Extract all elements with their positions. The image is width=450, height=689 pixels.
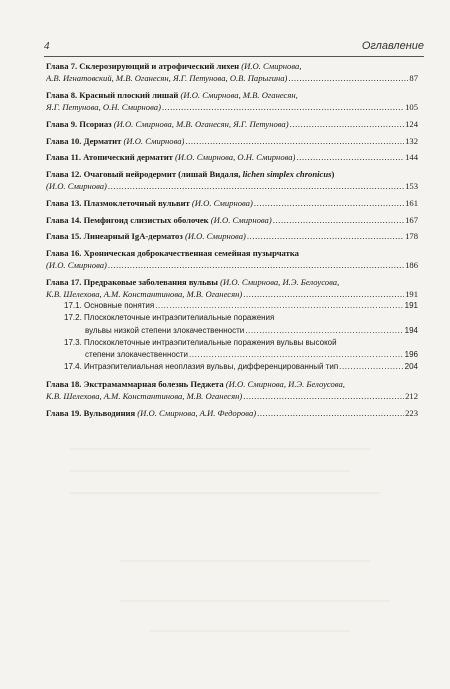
leader-dots: [185, 135, 404, 147]
chapter-number: Глава 10.: [46, 135, 82, 146]
leader-dots: [108, 180, 404, 192]
chapter-title: Линеарный IgA-дерматоз: [81, 231, 183, 242]
toc-entry-chapter-18[interactable]: [46, 378, 418, 402]
chapter-number: Глава 16.: [46, 247, 82, 258]
page-ref: 178: [405, 231, 418, 242]
toc-entry-chapter-13[interactable]: [46, 197, 418, 209]
page-ref: 191: [405, 289, 418, 300]
show-through-line: [120, 600, 390, 602]
running-title: Оглавление: [361, 40, 424, 52]
chapter-authors: К.В. Шелехова, А.М. Константинова, М.В. Оганесян): [46, 391, 243, 402]
chapter-number: Глава 15.: [46, 231, 82, 242]
chapter-number: Глава 14.: [46, 214, 82, 225]
chapter-title: Псориаз: [77, 118, 112, 129]
page-ref: 194: [404, 325, 418, 335]
chapter-title: Предраковые заболевания вульвы: [81, 276, 218, 287]
chapter-authors: К.В. Шелехова, А.М. Константинова, М.В. Оганесян): [46, 289, 243, 300]
subsection-title-cont: вульвы низкой степени злокачественности: [85, 325, 245, 335]
chapter-authors: (И.О. Смирнова,: [239, 61, 302, 71]
chapter-title: Плазмоклеточный вульвит: [81, 197, 190, 208]
chapter-title: Пемфигоид слизистых оболочек: [81, 214, 209, 225]
chapter-title: Дерматит: [81, 135, 122, 146]
leader-dots: [288, 72, 408, 84]
toc-subsection[interactable]: [64, 300, 418, 312]
leader-dots: [245, 325, 403, 337]
chapter-authors: (И.О. Смирнова, А.И. Федорова): [135, 407, 257, 418]
leader-dots: [155, 300, 403, 312]
toc-subsection[interactable]: [64, 337, 418, 361]
chapter-title: Красный плоский лишай: [77, 89, 179, 100]
leader-dots: [189, 349, 404, 361]
chapter-authors: Я.Г. Петунова, О.Н. Смирнова): [46, 102, 161, 113]
page-ref: 223: [405, 407, 418, 418]
page-ref: 161: [405, 197, 418, 208]
chapter-number: Глава 19.: [46, 407, 82, 418]
subsection-list: [46, 300, 418, 373]
leader-dots: [273, 214, 404, 226]
subsection-title: 17.3. Плоскоклеточные интраэпителиальные поражения вульвы высокой: [64, 337, 337, 347]
page-ref: 124: [405, 118, 418, 129]
chapter-number: Глава 17.: [46, 276, 82, 287]
toc-entry-chapter-7[interactable]: [46, 60, 418, 84]
show-through-line: [70, 492, 380, 494]
show-through-line: [70, 470, 350, 472]
show-through-line: [150, 630, 350, 632]
toc-subsection[interactable]: [64, 312, 418, 336]
chapter-number: Глава 18.: [46, 378, 82, 389]
page-ref: 191: [404, 301, 418, 311]
toc-entry-chapter-14[interactable]: [46, 214, 418, 226]
leader-dots: [243, 390, 404, 402]
toc-entry-chapter-19[interactable]: [46, 407, 418, 419]
chapter-title: Хроническая доброкачественная семейная пузырчатка: [81, 247, 299, 258]
page-header: [44, 40, 424, 54]
table-of-contents: [46, 60, 418, 424]
chapter-number: Глава 7.: [46, 61, 78, 71]
chapter-authors: (И.О. Смирнова, И.Э. Белоусова,: [223, 378, 345, 389]
leader-dots: [243, 288, 404, 300]
page-ref: 196: [404, 350, 418, 360]
chapter-authors: (И.О. Смирнова): [121, 135, 185, 146]
toc-entry-chapter-12[interactable]: [46, 168, 418, 192]
leader-dots: [339, 361, 403, 373]
leader-dots: [247, 230, 404, 242]
toc-subsection[interactable]: [64, 361, 418, 373]
leader-dots: [162, 101, 404, 113]
page-ref: 144: [405, 152, 418, 163]
toc-entry-chapter-9[interactable]: [46, 118, 418, 130]
page-ref: 167: [405, 214, 418, 225]
chapter-authors: (И.О. Смирнова): [189, 197, 253, 208]
toc-entry-chapter-10[interactable]: [46, 135, 418, 147]
toc-entry-chapter-11[interactable]: [46, 151, 418, 163]
page-number: 4: [44, 40, 50, 52]
header-rule: [44, 56, 424, 57]
chapter-authors: А.В. Игнатовский, М.В. Оганесян, Я.Г. Петунова, О.В. Парыгина): [46, 73, 288, 84]
page-ref: 186: [405, 260, 418, 271]
chapter-title-latin: lichen simplex chronicus: [242, 168, 332, 179]
toc-entry-chapter-17[interactable]: [46, 276, 418, 374]
chapter-authors: (И.О. Смирнова, О.Н. Смирнова): [172, 152, 296, 163]
page-ref: 87: [409, 73, 418, 84]
leader-dots: [296, 151, 404, 163]
show-through-line: [120, 560, 370, 562]
page-ref: 132: [405, 135, 418, 146]
chapter-number: Глава 13.: [46, 197, 82, 208]
chapter-authors: (И.О. Смирнова): [208, 214, 272, 225]
subsection-title-cont: степени злокачественности: [85, 350, 188, 360]
chapter-authors: (И.О. Смирнова, М.В. Оганесян, Я.Г. Петунова): [111, 118, 289, 129]
chapter-number: Глава 11.: [46, 152, 81, 163]
leader-dots: [108, 259, 404, 271]
chapter-authors: (И.О. Смирнова): [46, 260, 107, 271]
subsection-title: 17.1. Основные понятия: [64, 301, 155, 311]
chapter-title: Склерозирующий и атрофический лихен: [77, 61, 240, 71]
page-ref: 212: [405, 391, 418, 402]
subsection-title: 17.2. Плоскоклеточные интраэпителиальные поражения: [64, 313, 275, 323]
chapter-number: Глава 9.: [46, 118, 78, 129]
chapter-number: Глава 8.: [46, 89, 78, 100]
chapter-title: Очаговый нейродермит (лишай Видаля,: [81, 168, 243, 179]
toc-entry-chapter-15[interactable]: [46, 230, 418, 242]
chapter-authors: (И.О. Смирнова): [46, 181, 107, 192]
chapter-title: Экстрамаммарная болезнь Педжета: [81, 378, 224, 389]
toc-entry-chapter-8[interactable]: [46, 89, 418, 113]
page-ref: 105: [405, 102, 418, 113]
chapter-authors: (И.О. Смирнова, И.Э. Белоусова,: [217, 276, 340, 287]
leader-dots: [257, 407, 404, 419]
leader-dots: [290, 118, 405, 130]
chapter-number: Глава 12.: [46, 168, 82, 179]
chapter-authors: (И.О. Смирнова, М.В. Оганесян,: [178, 89, 298, 100]
leader-dots: [254, 197, 404, 209]
show-through-line: [70, 448, 370, 450]
chapter-title-end: ): [331, 168, 335, 179]
subsection-title: 17.4. Интраэпителиальная неоплазия вульвы, дифференцированный тип: [64, 362, 339, 372]
toc-entry-chapter-16[interactable]: [46, 247, 418, 271]
page-ref: 204: [404, 362, 418, 372]
chapter-authors: (И.О. Смирнова): [182, 231, 246, 242]
chapter-title: Атопический дерматит: [80, 152, 173, 163]
chapter-title: Вульводиния: [81, 407, 136, 418]
page-ref: 153: [405, 181, 418, 192]
